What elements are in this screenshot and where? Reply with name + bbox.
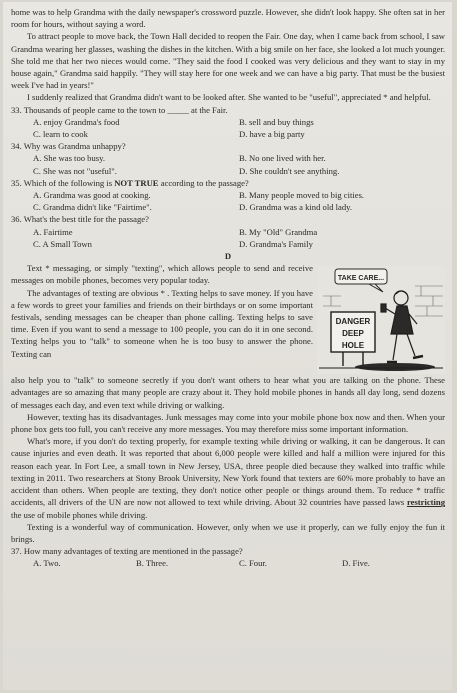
option: B. sell and buy things (239, 116, 314, 127)
paragraph: home was to help Grandma with the daily newspaper's crossword puzzle. However, she didn't look happy. She often sat in her room for hours, without saying a word. (11, 7, 445, 30)
option: A. Fairtime (33, 226, 73, 237)
question-stem: 33. Thousands of people came to the town to _____ at the Fair. (11, 104, 228, 115)
question-stem: 36. What's the best title for the passage? (11, 214, 149, 225)
option: D. Grandma was a kind old lady. (239, 202, 353, 213)
question-stem: 34. Why was Grandma unhappy? (11, 141, 126, 152)
exam-page (3, 2, 452, 690)
question-35 (11, 177, 445, 214)
cartoon-illustration (317, 266, 445, 374)
option: B. My "Old" Grandma (239, 226, 318, 237)
option: A. Grandma was good at cooking. (33, 190, 151, 201)
option: D. Five. (342, 558, 370, 569)
option: D. She couldn't see anything. (239, 165, 340, 176)
bubble-text: TAKE CARE... (337, 275, 385, 283)
paragraph: Texting is a wonderful way of communication. However, only when we use it properly, can we fully enjoy the fun it brings. (11, 521, 445, 544)
question-37 (11, 545, 445, 569)
option: B. Many people moved to big cities. (239, 190, 365, 201)
paragraph: also help you to "talk" to someone secretly if you don't want others to hear what you are talking on the phone. These advantages are so amazing that many people are crazy about it. They hold mobile phones in hands all day long, send dozens of messages each day, and even text while driving or walking. (11, 375, 445, 410)
section-heading: D (224, 251, 232, 262)
section-d-top (11, 262, 445, 374)
option: C. She was not "useful". (33, 165, 117, 176)
svg-text:DEEP: DEEP (342, 329, 364, 339)
question-stem: 35. Which of the following is NOT TRUE according to the passage? (11, 177, 249, 188)
option: D. Grandma's Family (239, 238, 313, 249)
question-36 (11, 213, 445, 250)
option: C. A Small Town (33, 238, 92, 249)
paragraph: To attract people to move back, the Town Hall decided to reopen the Fair. One day, when I came back from school, I saw Grandma wearing her glasses, washing the dishes in the kitchen. With a big smile on her face, she looked a lot much younger. She told me that her two nieces would come. "They said the food I cooked was very delicious and they want to stay in my house again," Grandma said happily. "They will stay here for one week and we can have a big party. That must be the busiest week I've had in years!" (11, 31, 445, 91)
svg-text:HOLE: HOLE (341, 341, 365, 351)
paragraph: I suddenly realized that Grandma didn't want to be looked after. She wanted to be "useful", appreciated * and helpful. (27, 92, 431, 103)
option: C. Four. (239, 558, 267, 569)
option: A. She was too busy. (33, 153, 106, 164)
option: D. have a big party (239, 129, 305, 140)
paragraph: However, texting has its disadvantages. Junk messages may come into your mobile phone box now and then. When your phone box gets too full, you can't receive any more messages. You may therefore miss some important information. (11, 411, 445, 435)
paragraph: The advantages of texting are obvious * . Texting helps to save money. If you have a few words to greet your families and friends on their birthdays or on some important festivals, sending messages can be cheaper than phone calling. Texting helps to save time. Even if you want to send a message to 100 people, you can do it in one second. Texting helps you to "talk" to someone when he is too busy to answer the phone. Texting can (11, 287, 313, 359)
option: B. No one lived with her. (239, 153, 326, 164)
question-34 (11, 140, 445, 177)
paragraph: What's more, if you don't do texting properly, for example texting while driving or walking, it can be dangerous. It can cause injuries and even death. It was reported that about 6,000 people were killed and half a million were injured for this reason each year. In Fort Lee, a small town in New Jersey, USA, three people died because they walked into traffic while texting in 2011. Two researchers at Stony Brook University, New York found that texters are 60% more probably to have an accident than others. When people are texting, they don't notice other people or things around them. To reduce * traffic accidents, all drivers of the UN are now not allowed to text while driving. About 32 countries have passed laws restricting the use of mobile phones while driving. (11, 436, 445, 520)
question-stem: 37. How many advantages of texting are mentioned in the passage? (11, 546, 243, 557)
option: A. Two. (33, 558, 61, 569)
question-33 (11, 104, 445, 141)
option: C. Grandma didn't like "Fairtime". (33, 202, 152, 213)
svg-text:DANGER: DANGER (335, 317, 371, 327)
option: B. Three. (136, 558, 169, 569)
page-content (11, 6, 445, 570)
option: A. enjoy Grandma's food (33, 116, 120, 127)
paragraph: Text * messaging, or simply "texting", which allows people to send and receive messages on mobile phones, becomes very popular today. (11, 263, 313, 286)
option: C. learn to cook (33, 129, 88, 140)
answer-blank: _____ (167, 104, 189, 115)
